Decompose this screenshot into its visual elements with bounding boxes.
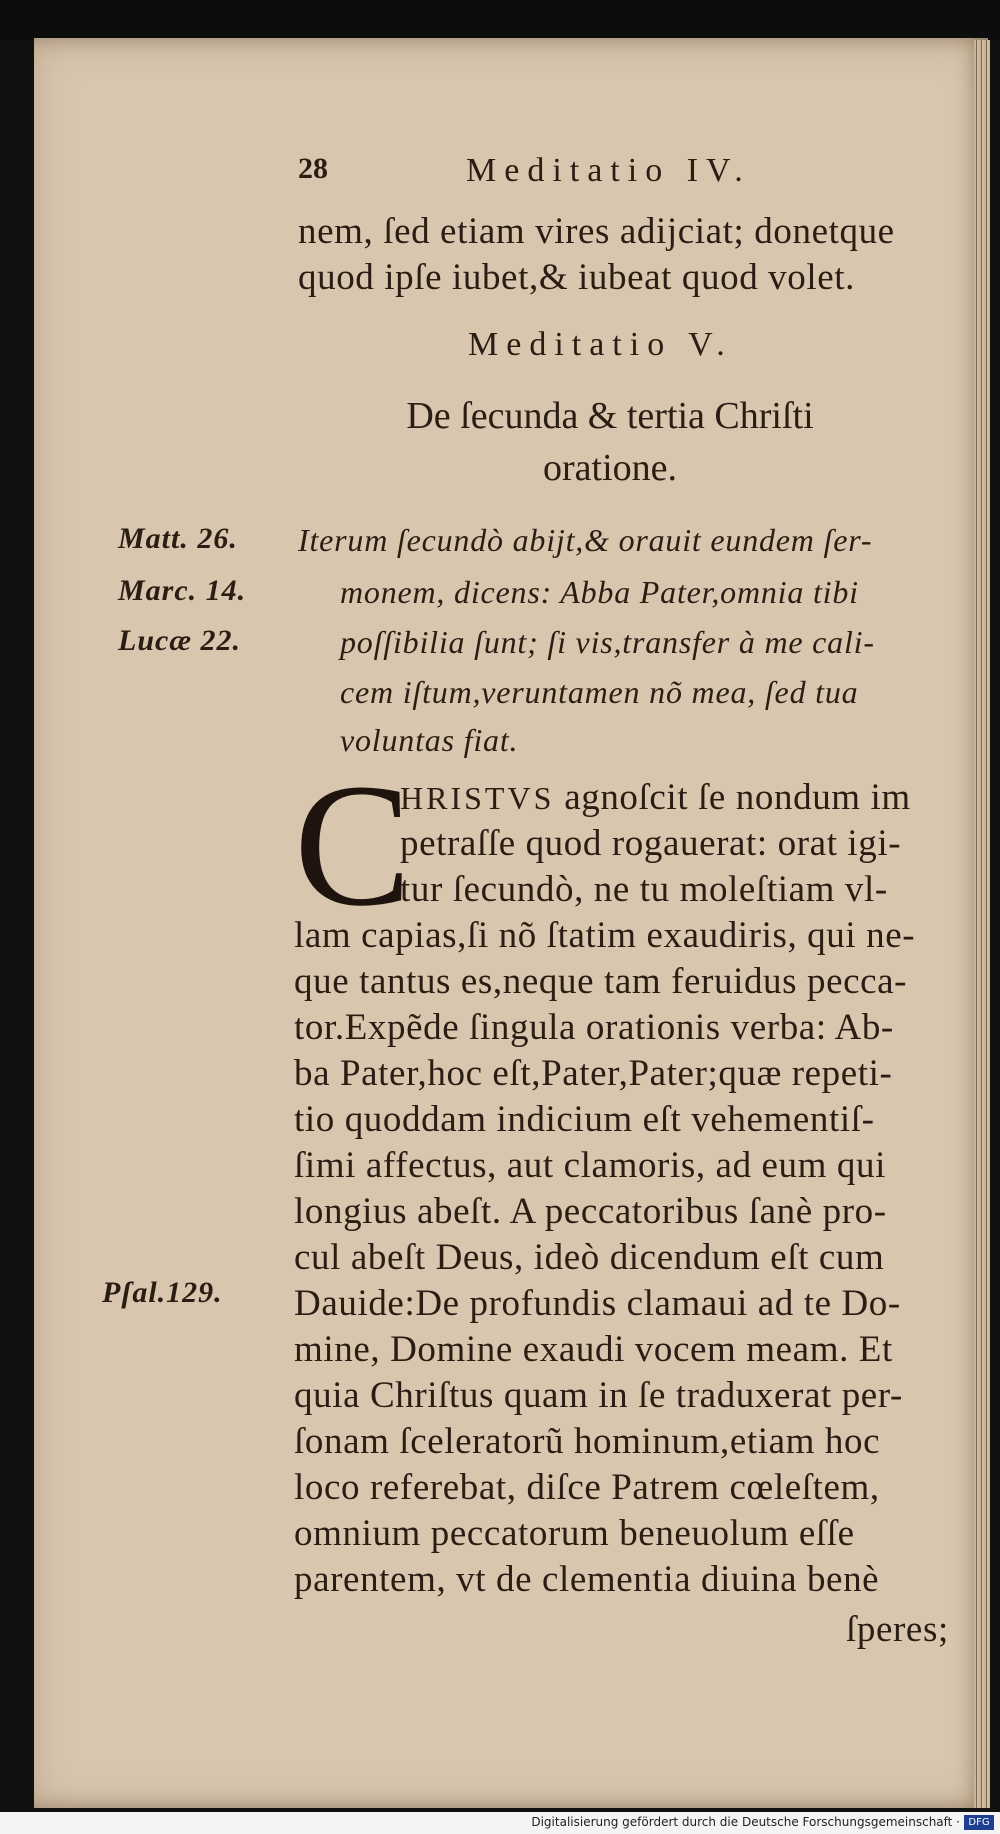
- margin-reference: Lucæ 22.: [118, 624, 241, 657]
- section-subtitle: De ſecunda & tertia Chriſti: [406, 395, 814, 437]
- text-fragment: agnoſcit ſe nondum im: [554, 777, 911, 818]
- text-line: omnium peccatorum beneuolum eſſe: [294, 1513, 855, 1554]
- text-line: ba Pater,hoc eſt,Pater,Pater;quæ repeti-: [294, 1053, 893, 1094]
- scripture-line: poſſibilia ſunt; ſi vis,transfer à me cali-: [340, 624, 875, 660]
- scripture-line: voluntas fiat.: [340, 722, 519, 758]
- text-line: que tantus es,neque tam feruidus pecca-: [294, 961, 908, 1002]
- text-line: longius abeſt. A peccatoribus ſanè pro-: [294, 1191, 887, 1232]
- scripture-line: cem iſtum,veruntamen nõ mea, ſed tua: [340, 674, 859, 710]
- text-line: [400, 776, 911, 819]
- margin-reference: Marc. 14.: [118, 574, 247, 607]
- text-line: Dauide:De profundis clamaui ad te Do-: [294, 1283, 901, 1324]
- section-heading: Meditatio V.: [468, 326, 733, 363]
- scripture-line: monem, dicens: Abba Pater,omnia tibi: [340, 574, 859, 610]
- section-subtitle: oratione.: [542, 447, 677, 489]
- text-line: tur ſecundò, ne tu moleſtiam vl-: [400, 869, 888, 910]
- text-line: parentem, vt de clementia diuina benè: [294, 1559, 880, 1600]
- text-line: quia Chriſtus quam in ſe traduxerat per-: [294, 1375, 903, 1416]
- dfg-logo: DFG: [964, 1815, 994, 1830]
- text-line: loco referebat, diſce Patrem cœleſtem,: [294, 1467, 880, 1508]
- page-edge: [974, 40, 990, 1808]
- text-line: cul abeſt Deus, ideò dicendum eſt cum: [294, 1237, 885, 1278]
- text-line: petraſſe quod rogauerat: orat igi-: [400, 823, 902, 864]
- text-line: mine, Domine exaudi vocem meam. Et: [294, 1329, 893, 1370]
- text-line: tio quoddam indicium eſt vehementiſ-: [294, 1099, 875, 1140]
- scripture-line: Iterum ſecundò abijt,& orauit eundem ſer-: [298, 522, 873, 558]
- footer-credit: Digitalisierung gefördert durch die Deutsche Forschungsgemeinschaft ·: [531, 1815, 960, 1829]
- text-line: lam capias,ſi nõ ſtatim exaudiris, qui ne-: [294, 915, 916, 956]
- margin-reference: Matt. 26.: [118, 522, 238, 555]
- text-line: nem, ſed etiam vires adijciat; donetque: [298, 211, 895, 252]
- margin-reference: Pſal.129.: [102, 1276, 223, 1309]
- text-line: ſonam ſceleratorũ hominum,etiam hoc: [294, 1421, 881, 1462]
- text-line: quod ipſe iubet,& iubeat quod volet.: [298, 257, 855, 298]
- running-title: Meditatio IV.: [466, 152, 751, 189]
- scan-background: [0, 0, 1000, 40]
- text-line: tor.Expẽde ſingula orationis verba: Ab-: [294, 1007, 894, 1048]
- page-number: 28: [298, 152, 328, 185]
- text-line: ſimi affectus, aut clamoris, ad eum qui: [294, 1145, 886, 1186]
- small-caps-word: HRISTVS: [400, 780, 555, 816]
- drop-cap: C: [294, 748, 412, 943]
- catchword: ſperes;: [846, 1609, 949, 1650]
